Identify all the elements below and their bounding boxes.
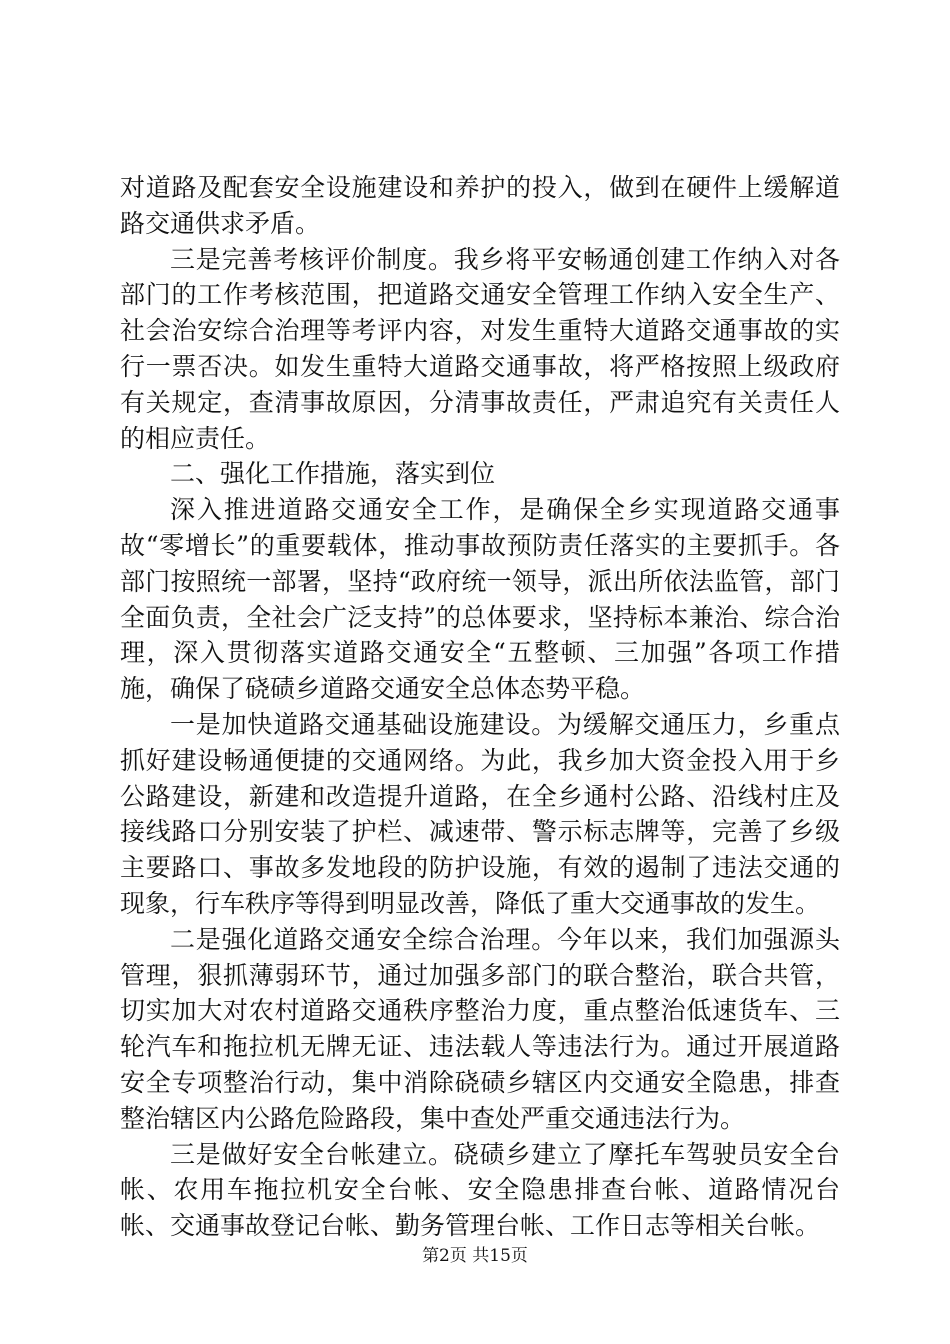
body-text — [120, 170, 840, 1244]
section-heading-measures: 二、强化工作措施，落实到位 — [170, 459, 496, 489]
paragraph-safety-ledgers: 三是做好安全台帐建立。硗碛乡建立了摩托车驾驶员安全台帐、农用车拖拉机安全台帐、安全隐患排查台帐、道路情况台帐、交通事故登记台帐、勤务管理台帐、工作日志等相关台帐。 — [120, 1139, 840, 1241]
paragraph-comprehensive-governance: 二是强化道路交通安全综合治理。今年以来，我们加强源头管理，狠抓薄弱环节，通过加强多部门的联合整治，联合共管，切实加大对农村道路交通秩序整治力度，重点整治低速货车、三轮汽车和拖拉机无牌无证、违法载人等违法行为。通过开展道路安全专项整治行动，集中消除硗碛乡辖区内交通安全隐患，排查整治辖区内公路危险路段，集中查处严重交通违法行为。 — [120, 924, 840, 1133]
paragraph-traffic-safety-work: 深入推进道路交通安全工作，是确保全乡实现道路交通事故“零增长”的重要载体，推动事故预防责任落实的主要抓手。各部门按照统一部署，坚持“政府统一领导，派出所依法监管，部门全面负责，全社会广泛支持”的总体要求，坚持标本兼治、综合治理，深入贯彻落实道路交通安全“五整顿、三加强”各项工作措施，确保了硗碛乡道路交通安全总体态势平稳。 — [120, 495, 840, 704]
paragraph-continuation: 对道路及配套安全设施建设和养护的投入，做到在硬件上缓解道路交通供求矛盾。 — [120, 173, 840, 238]
paragraph-infrastructure: 一是加快道路交通基础设施建设。为缓解交通压力，乡重点抓好建设畅通便捷的交通网络。为此，我乡加大资金投入用于乡公路建设，新建和改造提升道路，在全乡通村公路、沿线村庄及接线路口分别安装了护栏、减速带、警示标志牌等，完善了乡级主要路口、事故多发地段的防护设施，有效的遏制了违法交通的现象，行车秩序等得到明显改善，降低了重大交通事故的发生。 — [120, 709, 840, 918]
paragraph-assessment-system: 三是完善考核评价制度。我乡将平安畅通创建工作纳入对各部门的工作考核范围，把道路交通安全管理工作纳入安全生产、社会治安综合治理等考评内容，对发生重特大道路交通事故的实行一票否决。如发生重特大道路交通事故，将严格按照上级政府有关规定，查清事故原因，分清事故责任，严肃追究有关责任人的相应责任。 — [120, 244, 840, 453]
page-number-footer: 第2页 共15页 — [422, 1246, 528, 1266]
